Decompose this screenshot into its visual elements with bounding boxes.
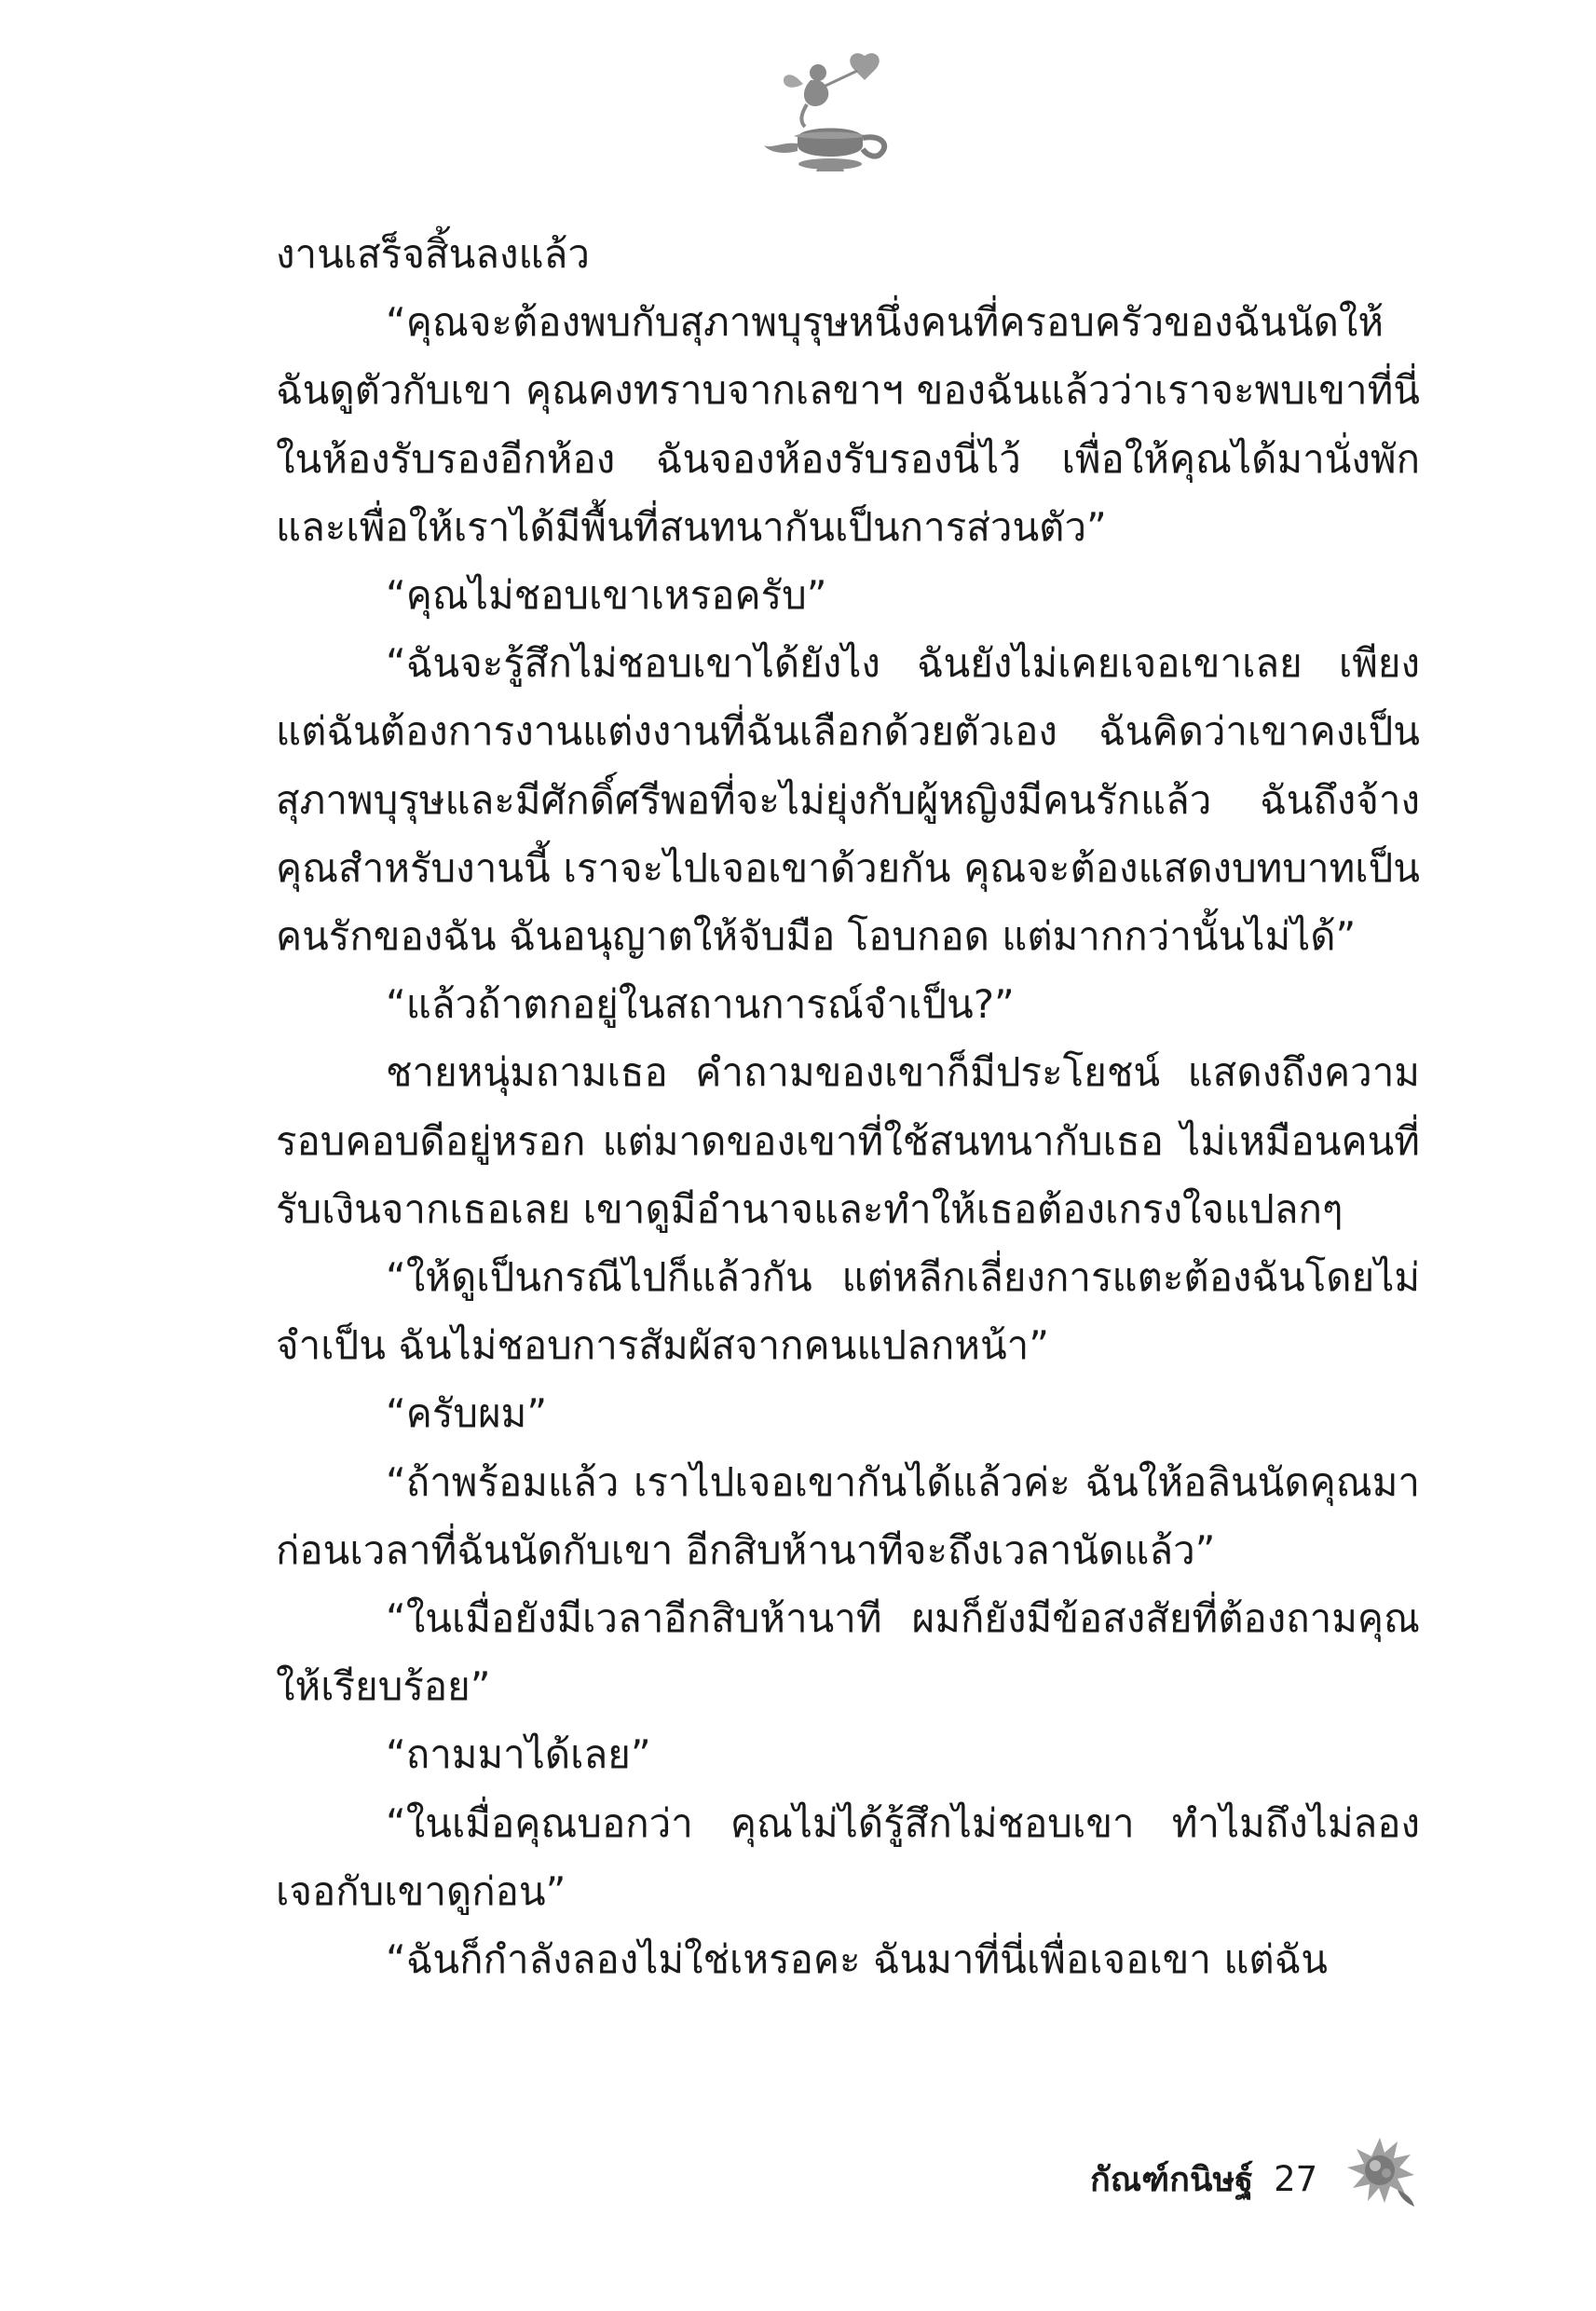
paragraph-2: “คุณจะต้องพบกับสุภาพบุรุษหนึ่งคนที่ครอบครัวของฉันนัดให้ฉันดูตัวกับเขา คุณคงทราบจากเลขาฯ ของฉันแล้วว่าเราจะพบเขาที่นี่ในห้องรับรองอีกห้อง ฉันจองห้องรับรองนี่ไว้ เพื่อให้คุณได้มานั่งพักและเพื่อให้เราได้มีพื้นที่สนทนากันเป็นการส่วนตัว” [276, 299, 1420, 550]
story-body [276, 220, 1420, 1993]
paragraph-3: “คุณไม่ชอบเขาเหรอครับ” [386, 572, 827, 619]
paragraph-6: ชายหนุ่มถามเธอ คำถามของเขาก็มีประโยชน์ แสดงถึงความรอบคอบดีอยู่หรอก แต่มาดของเขาที่ใช้สนทนากับเธอ ไม่เหมือนคนที่รับเงินจากเธอเลย เขาดูมีอำนาจและทำให้เธอต้องเกรงใจแปลกๆ [276, 1049, 1420, 1232]
footer-author: กัณฑ์กนิษฐ์ [1090, 2160, 1254, 2199]
teapot-cupid-ornament-icon [760, 52, 900, 178]
paragraph-4: “ฉันจะรู้สึกไม่ชอบเขาได้ยังไง ฉันยังไม่เคยเจอเขาเลย เพียงแต่ฉันต้องการงานแต่งงานที่ฉันเลือกด้วยตัวเอง ฉันคิดว่าเขาคงเป็นสุภาพบุรุษและมีศักดิ์ศรีพอที่จะไม่ยุ่งกับผู้หญิงมีคนรักแล้ว ฉันถึงจ้างคุณสำหรับงานนี้ เราจะไปเจอเขาด้วยกัน คุณจะต้องแสดงบทบาทเป็นคนรักของฉัน ฉันอนุญาตให้จับมือ โอบกอด แต่มากกว่านั้นไม่ได้” [276, 640, 1420, 960]
paragraph-11: “ถามมาได้เลย” [386, 1731, 651, 1778]
paragraph-12: “ในเมื่อคุณบอกว่า คุณไม่ได้รู้สึกไม่ชอบเขา ทำไมถึงไม่ลองเจอกับเขาดูก่อน” [276, 1799, 1420, 1914]
flower-ornament-icon [1342, 2132, 1418, 2208]
paragraph-13: “ฉันก็กำลังลองไม่ใช่เหรอคะ ฉันมาที่นี่เพื่อเจอเขา แต่ฉัน [386, 1936, 1328, 1983]
page-number: 27 [1274, 2158, 1318, 2199]
paragraph-5: “แล้วถ้าตกอยู่ในสถานการณ์จำเป็น?” [386, 981, 1015, 1028]
paragraph-8: “ครับผม” [386, 1390, 548, 1437]
paragraph-7: “ให้ดูเป็นกรณีไปก็แล้วกัน แต่หลีกเลี่ยงการแตะต้องฉันโดยไม่จำเป็น ฉันไม่ชอบการสัมผัสจากคนแปลกหน้า” [276, 1254, 1420, 1369]
page-footer [1090, 2151, 1317, 2207]
paragraph-10: “ในเมื่อยังมีเวลาอีกสิบห้านาที ผมก็ยังมีข้อสงสัยที่ต้องถามคุณให้เรียบร้อย” [276, 1595, 1420, 1710]
paragraph-1: งานเสร็จสิ้นลงแล้ว [276, 231, 590, 277]
paragraph-9: “ถ้าพร้อมแล้ว เราไปเจอเขากันได้แล้วค่ะ ฉันให้อลินนัดคุณมาก่อนเวลาที่ฉันนัดกับเขา อีกสิบห้านาทีจะถึงเวลานัดแล้ว” [276, 1458, 1420, 1573]
